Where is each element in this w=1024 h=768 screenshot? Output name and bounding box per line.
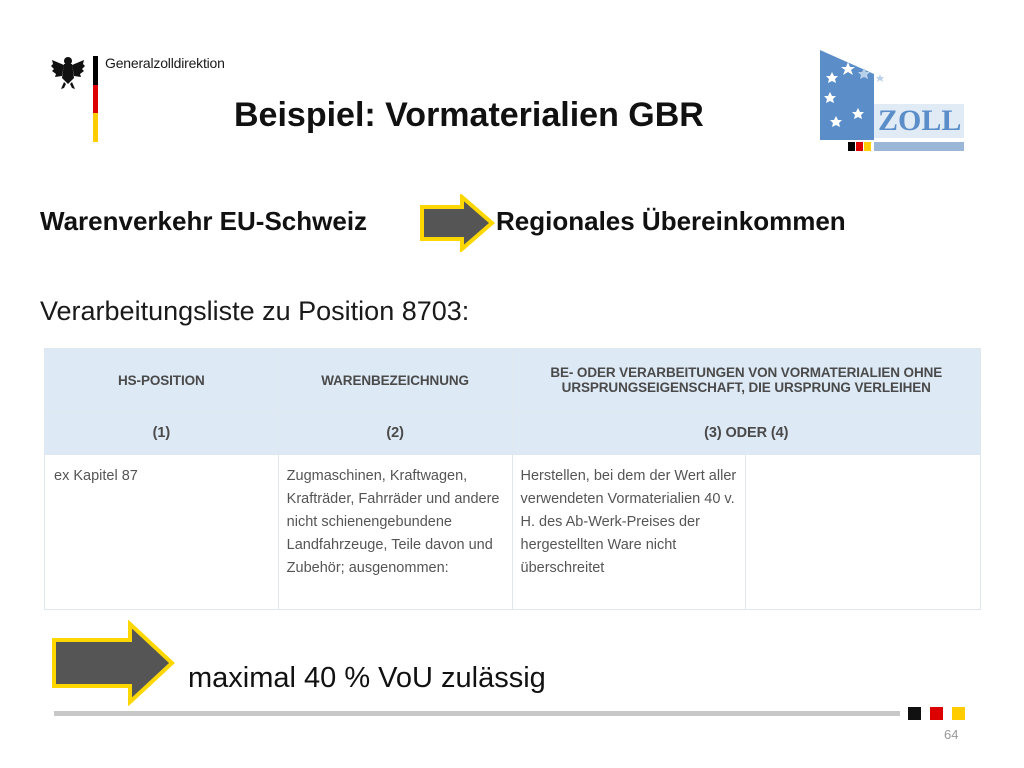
cell-position: ex Kapitel 87	[45, 455, 279, 610]
cell-rule: Herstellen, bei dem der Wert aller verwendeten Vormaterialien 40 v. H. des Ab-Werk-Preises der hergestellten Ware nicht überschreitet	[512, 455, 746, 610]
header-description: WARENBEZEICHNUNG	[278, 349, 512, 412]
table-number-row	[45, 412, 981, 455]
zoll-logo	[818, 48, 964, 154]
footer-square-gold	[952, 707, 965, 720]
table-row	[45, 455, 981, 610]
table-header-row	[45, 349, 981, 412]
right-arrow-icon	[50, 620, 176, 706]
slide-title: Beispiel: Vormaterialien GBR	[234, 96, 704, 134]
agreement-label: Regionales Übereinkommen	[496, 206, 846, 236]
footer-divider	[54, 711, 900, 716]
processing-list-table	[44, 348, 981, 610]
cell-alt-rule	[746, 455, 981, 610]
german-flag-bar	[93, 56, 98, 142]
cell-description: Zugmaschinen, Kraftwagen, Krafträder, Fahrräder und andere nicht schienengebundene Landfahrzeuge, Teile davon und Zubehör; ausgenommen:	[278, 455, 512, 610]
footer-square-red	[930, 707, 943, 720]
zoll-logo-text: ZOLL	[878, 104, 962, 137]
trade-relation-label: Warenverkehr EU-Schweiz	[40, 206, 368, 236]
header-number-1: (1)	[45, 412, 279, 455]
list-subtitle: Verarbeitungsliste zu Position 8703:	[40, 296, 470, 326]
federal-eagle-icon	[50, 52, 86, 92]
page-number: 64	[944, 727, 959, 742]
header-number-2: (2)	[278, 412, 512, 455]
header-processing: BE- ODER VERARBEITUNGEN VON VORMATERIALIEN OHNE URSPRUNGSEIGENSCHAFT, DIE URSPRUNG VERLEIHEN	[512, 349, 981, 412]
organization-name: Generalzolldirektion	[105, 55, 225, 71]
footer-square-black	[908, 707, 921, 720]
right-arrow-icon	[418, 194, 496, 252]
header-number-3-4: (3) ODER (4)	[512, 412, 981, 455]
header-hs-position: HS-POSITION	[45, 349, 279, 412]
conclusion-text: maximal 40 % VoU zulässig	[188, 662, 546, 694]
